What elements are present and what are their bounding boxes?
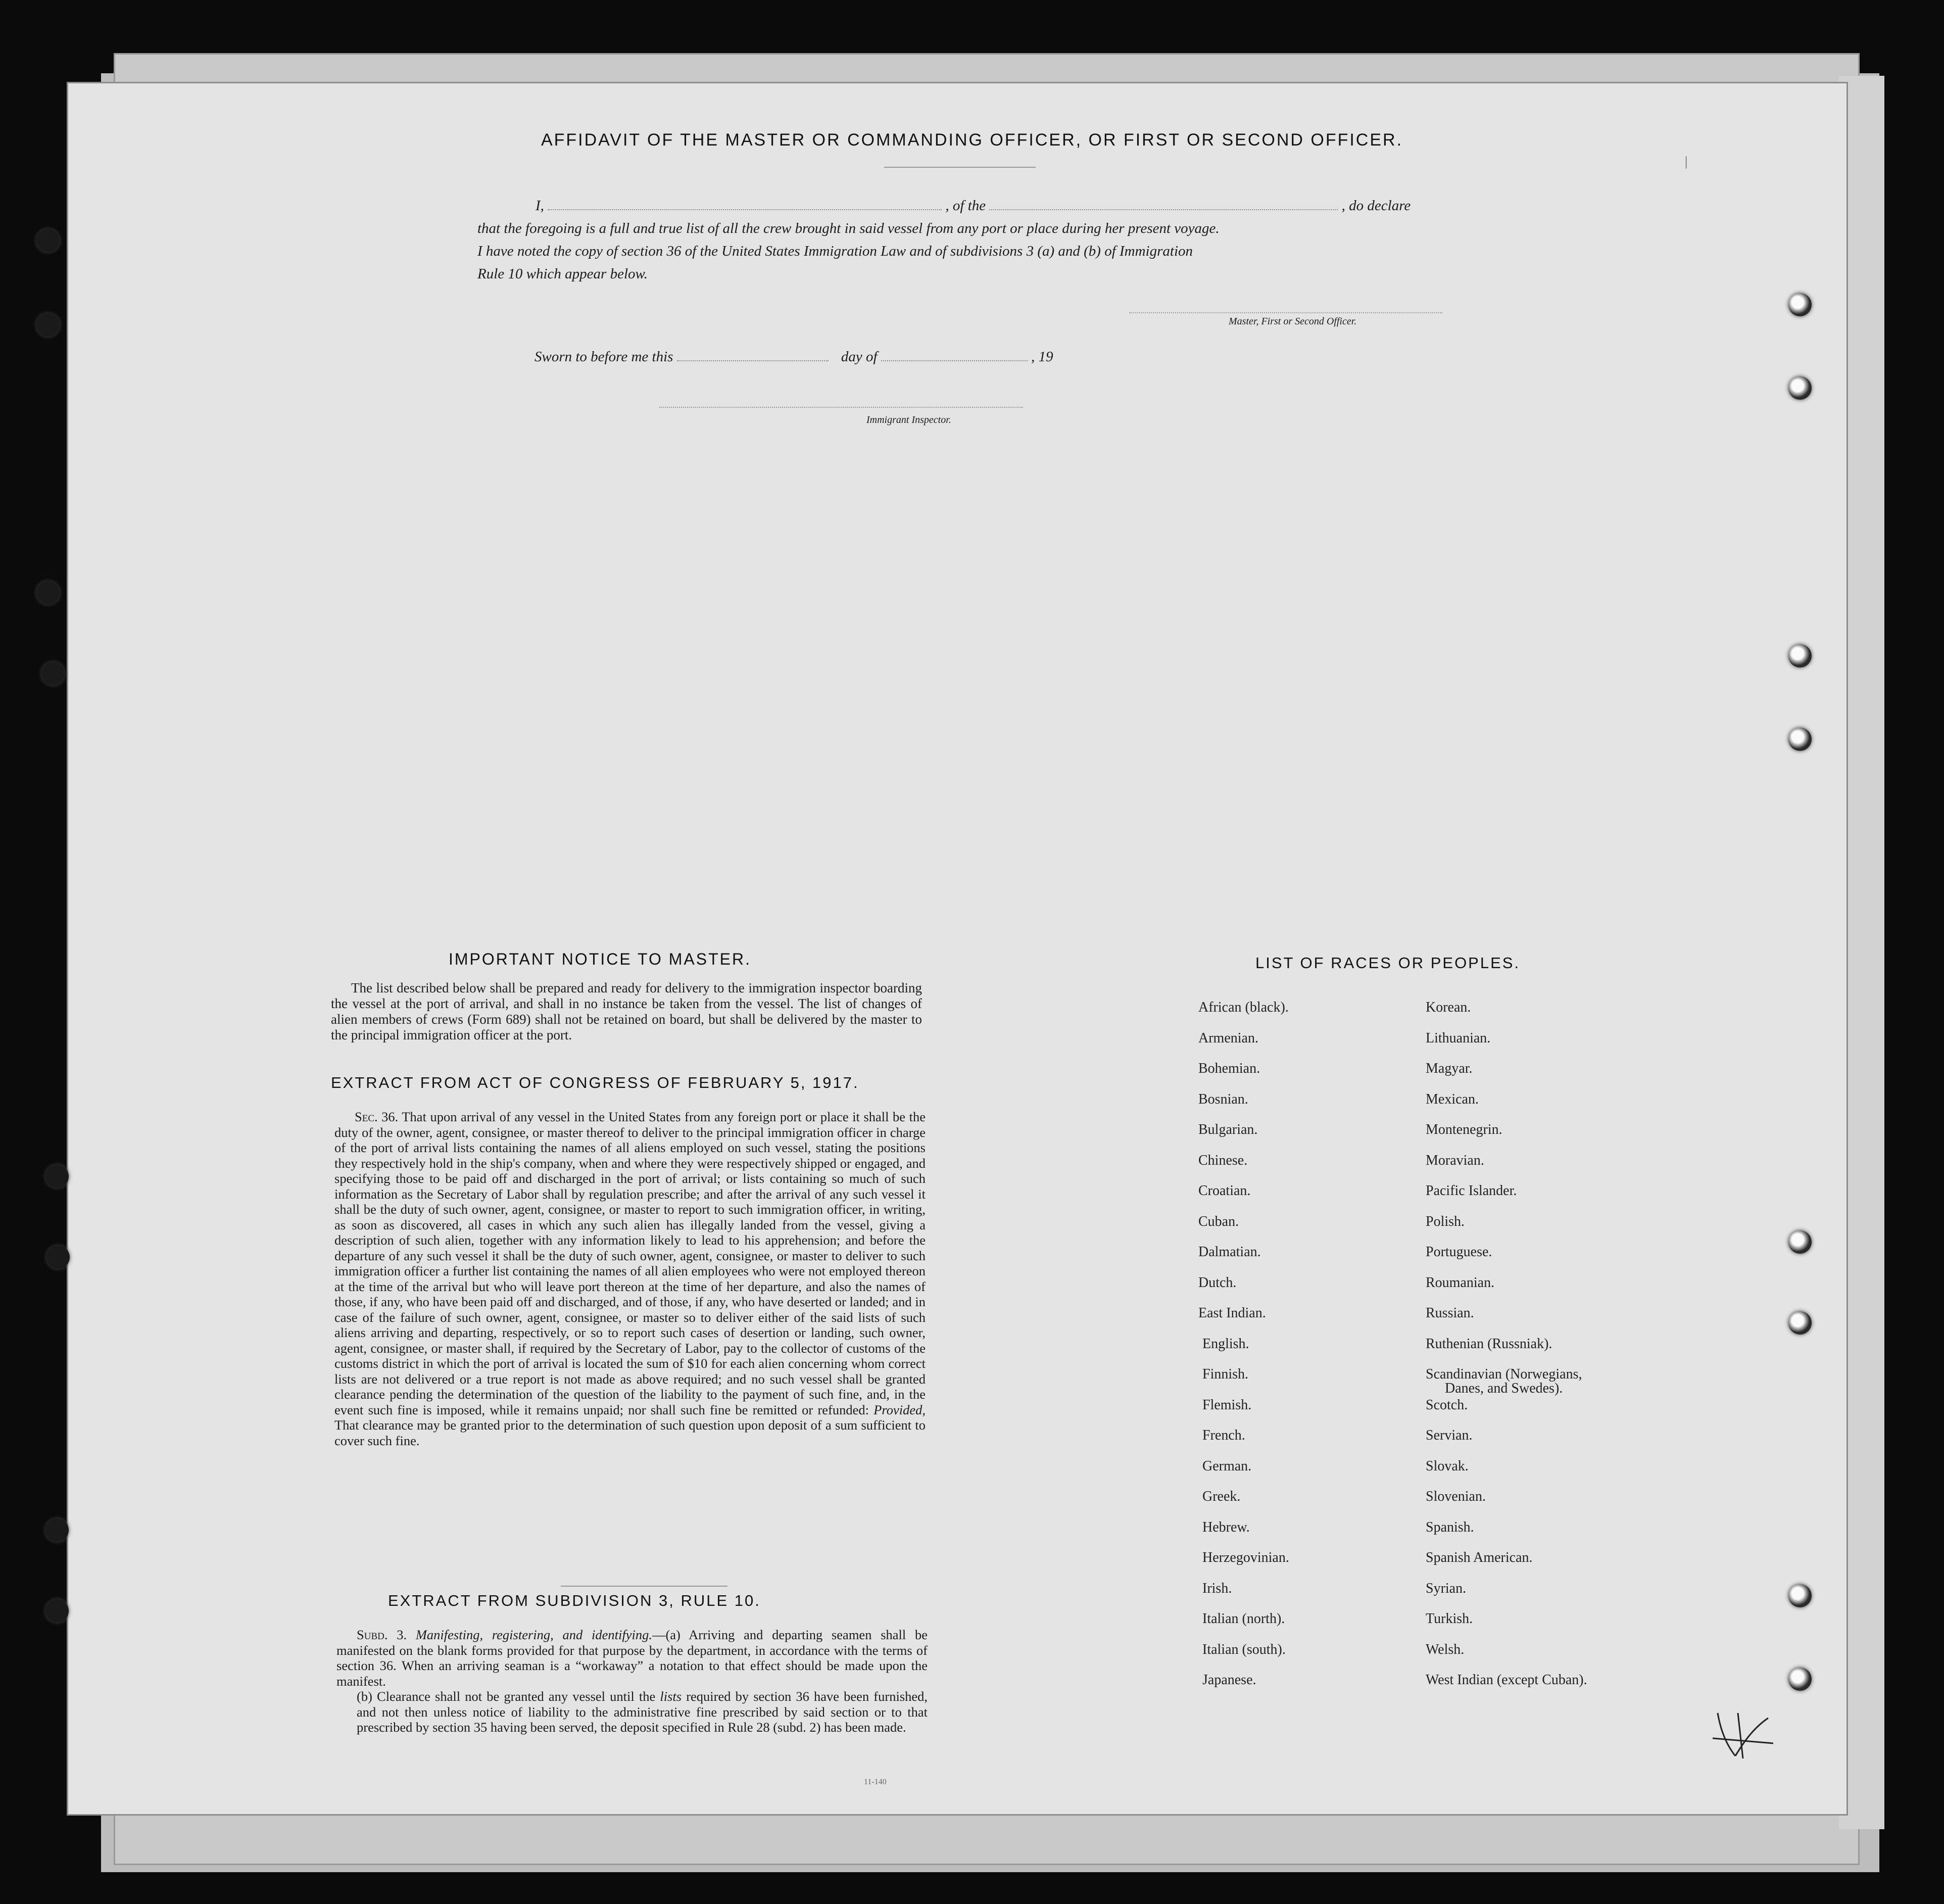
form-page — [68, 83, 1846, 1814]
race-item: Polish. — [1426, 1213, 1465, 1229]
declaration-line-1 — [477, 195, 1452, 217]
extract-act-title: EXTRACT FROM ACT OF CONGRESS OF FEBRUARY 5, 1917. — [331, 1074, 859, 1091]
punch-hole — [46, 1246, 70, 1269]
sworn-line — [534, 349, 1053, 365]
declaration-line-4: Rule 10 which appear below. — [477, 266, 648, 282]
race-item: Armenian. — [1198, 1030, 1258, 1046]
race-item: Moravian. — [1426, 1152, 1484, 1168]
rule-para-a — [336, 1627, 928, 1689]
race-item: Slovenian. — [1426, 1489, 1486, 1504]
form-code: 11-140 — [864, 1778, 887, 1786]
race-item: Irish. — [1202, 1580, 1232, 1596]
rule-text-a: —(a) Arriving and departing seamen shall be manifested on the blank forms provided for that purpose by the department, in accordance with the terms of section 36. When an arriving seaman is a “workaway” a notation to that effect should be made upon the manifest. — [336, 1627, 928, 1689]
race-item: Turkish. — [1426, 1611, 1473, 1627]
punch-hole — [1788, 644, 1812, 668]
master-signature-line[interactable] — [1129, 312, 1442, 313]
affidavit-title: AFFIDAVIT OF THE MASTER OR COMMANDING OFFICER, OR FIRST OR SECOND OFFICER. — [541, 130, 1403, 150]
race-item: Chinese. — [1198, 1152, 1248, 1168]
race-item: English. — [1202, 1336, 1249, 1352]
rule-para-b — [336, 1689, 928, 1735]
extract-act-text — [334, 1109, 926, 1448]
race-item: Scotch. — [1426, 1397, 1468, 1413]
extract-rule-title: EXTRACT FROM SUBDIVISION 3, RULE 10. — [388, 1592, 761, 1609]
race-item: French. — [1202, 1427, 1245, 1443]
race-item: Welsh. — [1426, 1641, 1465, 1657]
notice-text — [331, 980, 922, 1043]
race-item: Greek. — [1202, 1489, 1241, 1504]
race-item: Montenegrin. — [1426, 1122, 1502, 1137]
race-item: Bohemian. — [1198, 1061, 1260, 1076]
race-item: Syrian. — [1426, 1580, 1467, 1596]
race-item: Finnish. — [1202, 1366, 1249, 1382]
race-item: Spanish. — [1426, 1519, 1474, 1535]
race-item: Portuguese. — [1426, 1244, 1492, 1260]
section-label: Sec. 36. — [355, 1109, 399, 1124]
rule-heading: Manifesting, registering, and identifying. — [415, 1627, 652, 1642]
punch-hole — [36, 229, 60, 252]
declaration-i: I, — [536, 198, 544, 214]
punch-hole — [45, 1518, 69, 1542]
declaration-do-declare: , do declare — [1341, 198, 1411, 214]
master-signature-label: Master, First or Second Officer. — [1229, 316, 1357, 327]
race-item: Danes, and Swedes). — [1445, 1381, 1563, 1396]
lists-word: lists — [660, 1689, 682, 1704]
punch-hole — [1788, 293, 1812, 316]
section-body: That upon arrival of any vessel in the United States from any foreign port or place it shall be the duty of the owner, agent, consignee, or master thereof to deliver to the principal immigration officer in charge of the port of arrival lists containing the names of all aliens employed on such vessel, stating the positions they respectively hold in the ship's company, when and where they were respectively shipped or engaged, and specifying those to be paid off and discharged in the port of arrival; or lists containing so much of such information as the Secretary of Labor shall by regulation prescribe; and after the arrival of any such vessel it shall be the duty of such owner, agent, consignee, or master to report to such immigration officer, in writing, as soon as discovered, all cases in which any such alien has illegally landed from the vessel, giving a description of such alien, together with any information likely to lead to his apprehension; and before the departure of any such vessel it shall be the duty of such owner, agent, consignee, or master to deliver to such immigration officer a further list containing the names of all alien employees who were not employed thereon at the time of the arrival but who will leave port thereon at the time of her departure, and also the names of those, if any, who have been paid off and discharged, and of those, if any, who have deserted or landed; and in case of the failure of such owner, agent, consignee, or master so to deliver either of the said lists of such aliens arriving and departing, respectively, or so to report such cases of desertion or landing, such owner, agent, consignee, or master shall, if required by the Secretary of Labor, pay to the collector of customs of the customs district in which the port of arrival is located the sum of $10 for each alien concerning whom correct lists are not delivered or a true report is not made as above required; and no such vessel shall be granted clearance pending the determination of the question of the liability to the payment of such fine, and, in the event such fine is imposed, while it remains unpaid; nor shall such fine be remitted or refunded: — [334, 1109, 926, 1417]
name-blank[interactable] — [548, 209, 942, 210]
race-item: Magyar. — [1426, 1061, 1473, 1076]
declaration-line-3: I have noted the copy of section 36 of the United States Immigration Law and of subdivisions 3 (a) and (b) of Immigration — [477, 243, 1193, 259]
race-item: German. — [1202, 1458, 1252, 1474]
race-item: African (black). — [1198, 999, 1289, 1015]
race-item: Herzegovinian. — [1202, 1550, 1289, 1565]
punch-hole — [1788, 1230, 1812, 1254]
race-item: Japanese. — [1202, 1672, 1256, 1688]
punch-hole — [1788, 1668, 1812, 1691]
inspector-signature-line[interactable] — [659, 407, 1023, 408]
handwritten-mark — [1708, 1708, 1778, 1769]
punch-hole — [45, 1599, 69, 1623]
notice-body: The list described below shall be prepared and ready for delivery to the immigration inspector boarding the vessel at the port of arrival, and shall in no instance be taken from the vessel. The list of changes of alien members of crews (Form 689) shall not be retained on board, but shall be delivered by the master to the principal immigration officer at the port. — [331, 980, 922, 1042]
race-item: Pacific Islander. — [1426, 1183, 1517, 1199]
race-item: Roumanian. — [1426, 1274, 1495, 1291]
provided-word: Provided, — [873, 1402, 926, 1417]
affidavit-declaration — [477, 195, 1452, 285]
section-body-end: That clearance may be granted prior to the determination of such question upon deposit of a sum sufficient to cover such fine. — [334, 1417, 926, 1448]
extract-rule-text — [336, 1627, 928, 1735]
race-item: Italian (south). — [1202, 1641, 1286, 1657]
sworn-day-blank[interactable] — [677, 360, 829, 361]
race-item: Dalmatian. — [1198, 1244, 1261, 1260]
race-item: West Indian (except Cuban). — [1426, 1672, 1587, 1688]
title-underline — [884, 167, 1036, 168]
race-item: Bosnian. — [1198, 1091, 1248, 1107]
race-item: Croatian. — [1198, 1183, 1251, 1199]
punch-hole — [1788, 728, 1812, 751]
sworn-text: Sworn to before me this — [534, 349, 673, 365]
race-item: East Indian. — [1198, 1305, 1266, 1321]
race-item: Lithuanian. — [1426, 1030, 1491, 1046]
day-of-text: day of — [841, 349, 878, 365]
notice-title: IMPORTANT NOTICE TO MASTER. — [449, 950, 751, 968]
race-item: Mexican. — [1426, 1091, 1479, 1107]
punch-hole — [41, 662, 65, 685]
race-item: Dutch. — [1198, 1274, 1237, 1291]
race-item: Spanish American. — [1426, 1550, 1533, 1565]
inspector-label: Immigrant Inspector. — [866, 414, 951, 425]
vessel-blank[interactable] — [989, 209, 1338, 210]
section-divider — [561, 1586, 727, 1587]
race-item: Scandinavian (Norwegians, — [1426, 1366, 1582, 1382]
year-prefix: , 19 — [1031, 349, 1053, 365]
race-item: Ruthenian (Russniak). — [1426, 1336, 1552, 1352]
punch-hole — [36, 313, 60, 337]
punch-hole — [45, 1165, 69, 1188]
subd-label: Subd. 3. — [357, 1627, 407, 1642]
race-item: Cuban. — [1198, 1213, 1239, 1229]
punch-hole — [36, 581, 60, 604]
race-item: Russian. — [1426, 1305, 1474, 1321]
punch-hole — [1788, 376, 1812, 400]
rule-text-b-start: (b) Clearance shall not be granted any vessel until the — [357, 1689, 656, 1704]
rule-text-b-end: required by section 36 have been furnished, and not then unless notice of liability to the administrative fine prescribed by said section or to that prescribed by section 35 having been served, the deposit specified in Rule 28 (subd. 2) has been made. — [357, 1689, 928, 1735]
declaration-of-the: , of the — [945, 198, 986, 214]
race-item: Hebrew. — [1202, 1519, 1250, 1535]
race-item: Flemish. — [1202, 1397, 1252, 1413]
punch-hole — [1788, 1311, 1812, 1335]
punch-hole — [1788, 1584, 1812, 1607]
race-item: Bulgarian. — [1198, 1122, 1258, 1137]
race-item: Korean. — [1426, 999, 1471, 1015]
race-item: Italian (north). — [1202, 1611, 1285, 1627]
races-title: LIST OF RACES OR PEOPLES. — [1255, 954, 1521, 972]
declaration-line-2: that the foregoing is a full and true list of all the crew brought in said vessel from any port or place during her present voyage. — [477, 220, 1220, 236]
sworn-month-blank[interactable] — [881, 360, 1028, 361]
race-item: Servian. — [1426, 1427, 1473, 1443]
show-through-mark: | — [1685, 154, 1688, 169]
race-item: Slovak. — [1426, 1458, 1469, 1474]
